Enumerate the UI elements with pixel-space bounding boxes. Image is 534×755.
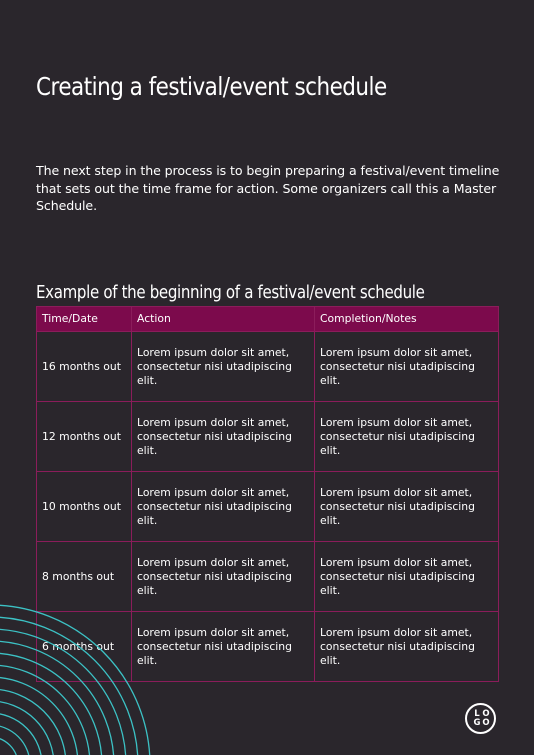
table-row <box>37 402 499 472</box>
logo-letter: G <box>473 718 481 728</box>
arc-line <box>0 677 78 755</box>
notes-cell: Lorem ipsum dolor sit amet, consectetur nisi utadipiscing elit. <box>315 542 499 612</box>
logo-letter: O <box>482 709 490 719</box>
arc-line <box>0 641 114 755</box>
table-heading: Example of the beginning of a festival/event schedule <box>36 283 425 303</box>
header-row <box>37 307 499 332</box>
time-cell: 6 months out <box>37 612 132 682</box>
action-cell: Lorem ipsum dolor sit amet, consectetur nisi utadipiscing elit. <box>132 472 315 542</box>
arc-lines <box>0 605 150 755</box>
notes-cell: Lorem ipsum dolor sit amet, consectetur nisi utadipiscing elit. <box>315 332 499 402</box>
notes-cell: Lorem ipsum dolor sit amet, consectetur nisi utadipiscing elit. <box>315 402 499 472</box>
action-cell: Lorem ipsum dolor sit amet, consectetur nisi utadipiscing elit. <box>132 402 315 472</box>
time-cell: 16 months out <box>37 332 132 402</box>
notes-cell: Lorem ipsum dolor sit amet, consectetur nisi utadipiscing elit. <box>315 472 499 542</box>
notes-cell: Lorem ipsum dolor sit amet, consectetur nisi utadipiscing elit. <box>315 612 499 682</box>
action-cell: Lorem ipsum dolor sit amet, consectetur nisi utadipiscing elit. <box>132 542 315 612</box>
arc-line <box>0 665 90 755</box>
header-cell-action: Action <box>132 307 315 332</box>
time-cell: 12 months out <box>37 402 132 472</box>
logo-letter: L <box>474 709 480 719</box>
action-cell: Lorem ipsum dolor sit amet, consectetur nisi utadipiscing elit. <box>132 612 315 682</box>
arc-line <box>0 605 150 755</box>
header-cell-notes: Completion/Notes <box>315 307 499 332</box>
page-title: Creating a festival/event schedule <box>36 72 387 101</box>
table-row <box>37 472 499 542</box>
intro-paragraph: The next step in the process is to begin preparing a festival/event timeline that sets out the time frame for action. Some organizers call this a Master Schedule. <box>36 163 500 213</box>
table-row <box>37 332 499 402</box>
concentric-arcs-icon <box>0 590 180 755</box>
schedule-table-header <box>37 307 499 332</box>
logo-letter: O <box>482 718 490 728</box>
action-cell: Lorem ipsum dolor sit amet, consectetur nisi utadipiscing elit. <box>132 332 315 402</box>
arc-line <box>0 725 30 755</box>
arc-line <box>0 737 18 755</box>
arc-line <box>0 629 126 755</box>
time-cell: 8 months out <box>37 542 132 612</box>
logo-icon <box>465 703 496 734</box>
header-cell-time: Time/Date <box>37 307 132 332</box>
time-cell: 10 months out <box>37 472 132 542</box>
